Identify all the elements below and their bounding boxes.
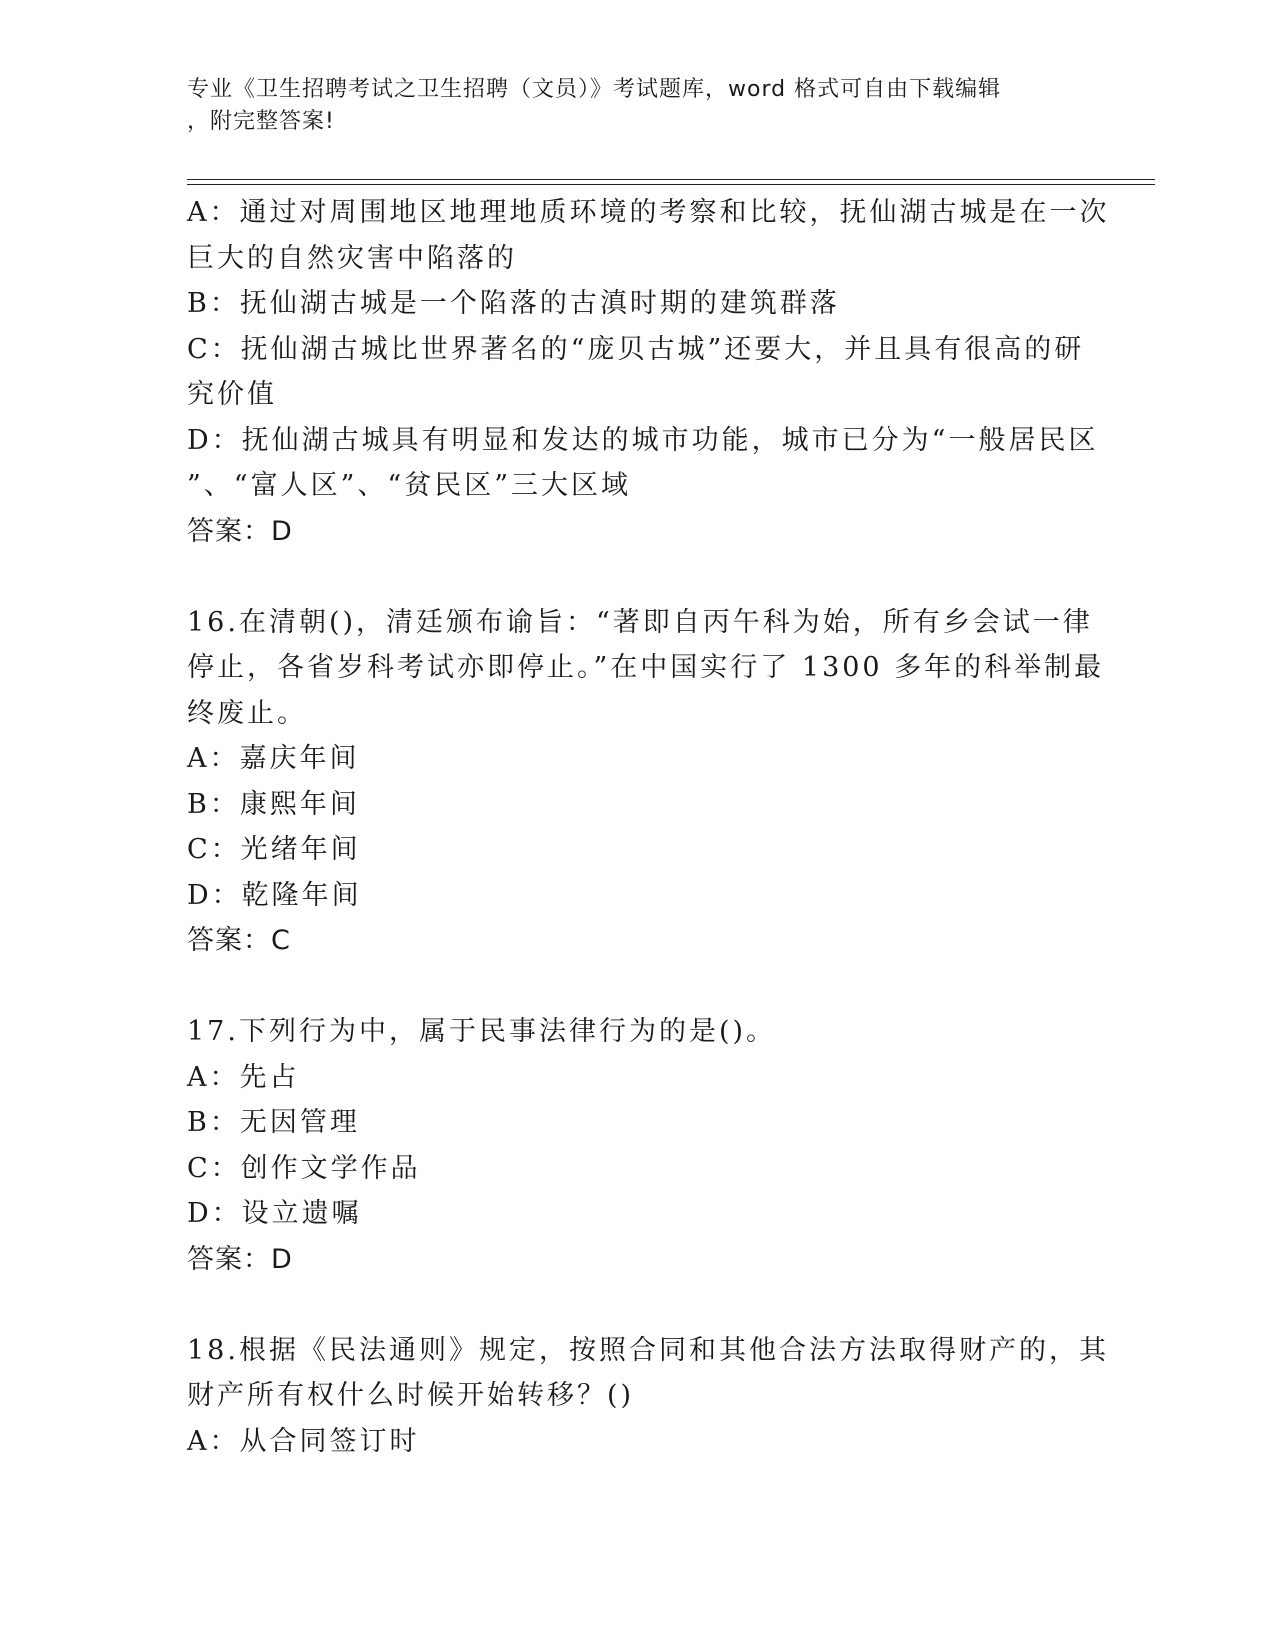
q16-option-c: C：光绪年间	[187, 834, 361, 865]
q16-option-d: D：乾隆年间	[187, 879, 362, 911]
q17-option-d: D：设立遗嘱	[187, 1198, 362, 1229]
question-15-block	[187, 190, 1110, 554]
q15-option-c-line-1: C：抚仙湖古城比世界著名的“庞贝古城”还要大，并且具有很高的研	[187, 333, 1085, 365]
question-17-block	[187, 1009, 1072, 1282]
q16-option-b: B：康熙年间	[187, 788, 360, 820]
q17-answer: 答案：D	[187, 1243, 293, 1275]
header-rule-top	[187, 179, 1155, 180]
document-header	[187, 74, 1067, 138]
spacer	[187, 1282, 1072, 1328]
q15-option-c-line-2: 究价值	[187, 379, 277, 410]
q17-option-b: B：无因管理	[187, 1107, 360, 1138]
q15-option-d-line-2: ”、“富人区”、“贫民区”三大区域	[187, 470, 632, 501]
q16-stem-line-3: 终废止。	[187, 697, 307, 729]
q16-stem-line-1: 16.在清朝()，清廷颁布谕旨：“著即自丙午科为始，所有乡会试一律	[187, 606, 1093, 638]
header-line-1: 专业《卫生招聘考试之卫生招聘（文员）》考试题库，word 格式可自由下载编辑	[187, 77, 1002, 102]
header-rule-bottom	[187, 184, 1155, 185]
q17-option-a: A：先占	[187, 1061, 300, 1093]
q15-option-d-line-1: D：抚仙湖古城具有明显和发达的城市功能，城市已分为“一般居民区	[187, 424, 1099, 456]
q16-answer: 答案：C	[187, 925, 291, 956]
q16-option-a: A：嘉庆年间	[187, 743, 360, 774]
question-16-block	[187, 600, 1105, 964]
q15-option-b: B：抚仙湖古城是一个陷落的古滇时期的建筑群落	[187, 288, 840, 319]
q18-stem-line-2: 财产所有权什么时候开始转移？()	[187, 1380, 635, 1411]
q17-stem: 17.下列行为中，属于民事法律行为的是()。	[187, 1016, 777, 1047]
q16-stem-line-2: 停止，各省岁科考试亦即停止。”在中国实行了 1300 多年的科举制最	[187, 652, 1105, 683]
header-line-2: ，附完整答案!	[187, 109, 335, 134]
q15-option-a-line-2: 巨大的自然灾害中陷落的	[187, 242, 517, 274]
question-18-block	[187, 1328, 1109, 1465]
question-content	[187, 190, 1110, 1464]
spacer	[187, 554, 1072, 600]
q17-option-c: C：创作文学作品	[187, 1152, 421, 1184]
spacer	[187, 964, 1072, 1010]
q18-stem-line-1: 18.根据《民法通则》规定，按照合同和其他合法方法取得财产的，其	[187, 1334, 1109, 1366]
q18-option-a: A：从合同签订时	[187, 1425, 420, 1457]
q15-answer: 答案：D	[187, 515, 293, 547]
q15-option-a-line-1: A：通过对周围地区地理地质环境的考察和比较，抚仙湖古城是在一次	[187, 197, 1110, 228]
